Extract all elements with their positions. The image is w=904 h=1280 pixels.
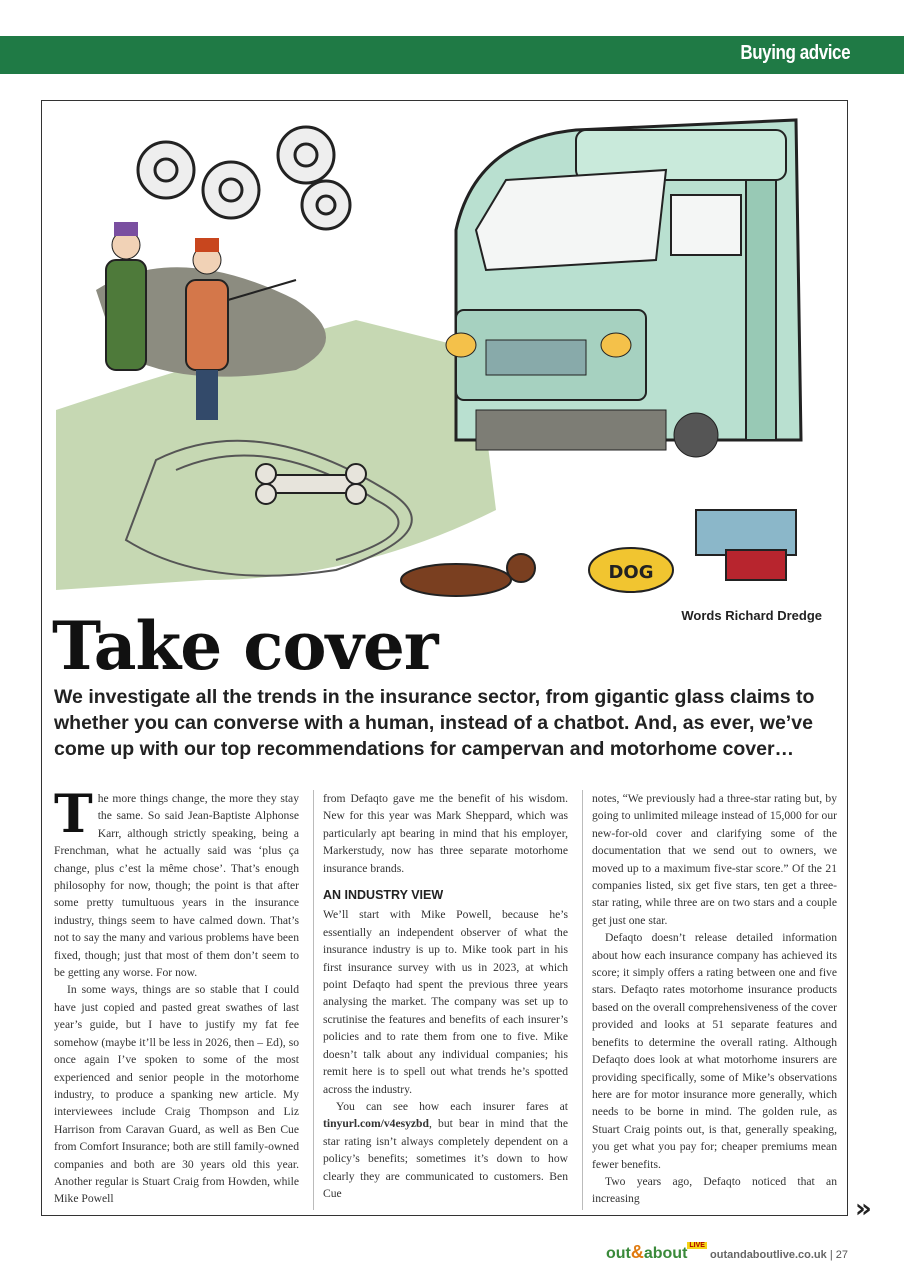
subheading: AN INDUSTRY VIEW [323,888,444,903]
paragraph: he more things change, the more they stay the same. So said Jean-Baptiste Alphonse Karr, although strictly speaking, being a Frenchman, what he actually said was ‘plus ça change, plus c’est la même chose’. That’s enough philosophy for now, though; the point is that after some pretty tumultuous years in the insurance industry, things seem to have calmed down. That’s not to say the many and various problems have been fixed, though; just that most of them don’t seem to be getting any worse. For now. [54,792,299,980]
paragraph: Two years ago, Defaqto noticed that an increasing [592,1174,837,1206]
article-column-3 [592,790,837,1208]
page-number: 27 [835,1249,848,1261]
svg-text:DOG: DOG [608,562,654,583]
section-banner [0,36,904,74]
tinyurl-link[interactable]: tinyurl.com/v4esyzbd [323,1117,429,1131]
column-divider [313,790,314,1210]
article-standfirst: We investigate all the trends in the insurance sector, from gigantic glass claims to whether you can converse with a human, instead of a chatbot. And, as ever, we’ve come up with our top recommendations for campervan and motorhome cover… [54,686,815,760]
paragraph: You can see how each insurer fares at tinyurl.com/v4esyzbd, but bear in mind that the star rating isn’t always completely dependent on a policy’s benefits; sometimes it’s down to how clearly they are communicated to customers. Ben Cue [323,1099,568,1200]
page-footer: out&about $^{LIVE}$ outandaboutlive.co.uk | 27 [605,1242,848,1262]
continue-arrow-icon: » [855,1194,872,1224]
author-credit: Words Richard Dredge [681,608,822,623]
paragraph: We’ll start with Mike Powell, because he’s essentially an independent observer of what the insurance industry is up to. Mike took part in his first insurance survey with us in 2023, at which point Defaqto had spent the previous three years analysing the market. The company was set up to scrutinise the features and benefits of each insurer’s policies and to rate them from one to five. Mike doesn’t talk about any individual companies; his remit here is to spell out what trends he’s spotted across the industry. [323,908,568,1096]
section-label: Buying advice [740,42,850,64]
campervan [446,120,801,457]
dog-bowl [589,548,673,592]
website-url: outandaboutlive.co.uk [710,1249,827,1261]
article-column-2 [323,790,568,1202]
paragraph: from Defaqto gave me the benefit of his wisdom. New for this year was Mark Sheppard, which was particularly apt bearing in mind that his employer, Markerstudy, now has three separate motorhome insurance brands. [323,792,568,875]
clothes-pile [696,510,796,555]
article-column-1 [54,784,299,1208]
paragraph: Defaqto doesn’t release detailed information about how each insurance company has achieved its score; it simply offers a rating between one and five stars. Defaqto rates motorhome insurance products based on the overall comprehensiveness of the cover provided and looks at 51 separate features and benefits to determine the overall rating. Although Defaqto does look at what motorhome insurers are providing specifically, some of Mike’s observations here are for motor insurance more generally, which needs to be borne in mind. The golden rule, as Stuart Craig points out, is that, generally speaking, you get what you pay for; cheaper premiums mean fewer benefits. [592,931,837,1171]
column-divider [582,790,583,1210]
article-headline: Take cover [52,607,438,685]
cartoon-illustration [56,110,806,608]
paragraph: notes, “We previously had a three-star rating but, by going to unlimited mileage instead of 15,000 for our new-for-old cover and clarifying some of the documentation that we send out to owners, we moved up to a maximum five-star score.” Of the 21 companies listed, six get five stars, ten get a three-star rating, while three are on two stars and a couple get just one star. [592,792,837,927]
brand-logo: out&about [605,1242,688,1262]
paragraph: In some ways, things are so stable that I could have just copied and pasted great swathes of last year’s guide, but I have to justify my fat fee somehow (maybe it’ll be less in 2026, then – Ed), so once again I’ve spoken to some of the most experienced and senior people in the motorhome industry, to produce a spanking new article. My interviewees include Craig Thompson and Liz Harrison from Caravan Guard, as well as Ben Cue from Comfort Insurance; both are still family-owned companies and both are 30 years old this year. Another regular is Stuart Craig from Howden, while Mike Powell [54,983,299,1206]
drop-cap: T [54,784,93,845]
